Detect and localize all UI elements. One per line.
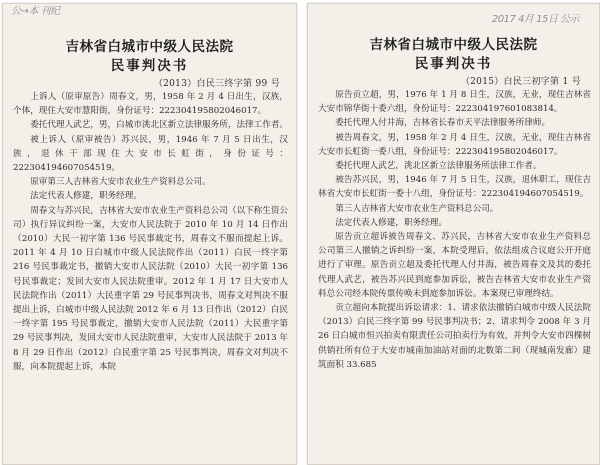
- paragraph: 原告贡立超，男，1976 年 1 月 8 日生，汉族，无业，现住吉林省大安市锦华街十委六组，身份证号：222304197601083814。: [318, 90, 591, 115]
- case-number: （2015）白民三初字第 1 号: [460, 77, 581, 87]
- handwritten-note: 公→本 刊纪: [11, 6, 60, 17]
- paragraph: 上诉人（原审原告）周春文，男，1958 年 2 月 4 日出生，汉族，个体，现住大安市慧阳街，身份证号：222304195802046017。: [13, 92, 288, 117]
- paragraph: 第三人吉林省大安市农业生产资料总公司。: [335, 203, 499, 214]
- court-name: 吉林省白城市中级人民法院: [369, 37, 538, 53]
- left-judgment-page: [2, 3, 297, 465]
- paragraph: 委托代理人武艺，洮北区新立法律服务所法律工作者。: [335, 161, 542, 172]
- court-name: 吉林省白城市中级人民法院: [65, 39, 234, 55]
- paragraph: 委托代理人付井海，吉林省长春市天平法律服务所律师。: [335, 118, 551, 129]
- judgment-body: [13, 90, 288, 374]
- document-type: 民事判决书: [110, 58, 189, 74]
- document-type: 民事判决书: [414, 56, 493, 72]
- paragraph: 贡立超向本院提出诉讼请求：1、请求依法撤销白城市中级人民法院（2013）白民三终字第 99 号民事判决书；2、请求判令 2008 年 3 月 26 日白城市恒兴拍卖有限责任公司拍卖行为有效，并判令大安市四棵树供销社所有位于大安市城南加油站对面的北数第二间（现城南发廊）建筑面积 33.685: [318, 303, 591, 370]
- paragraph: 法定代表人修建，职务经理。: [335, 217, 447, 228]
- paragraph: 被告周春文，男，1958 年 2 月 4 日生，汉族，无业，现住吉林省大安市长虹街一委八组，身份证号：222304195802046017。: [318, 132, 591, 157]
- paragraph: 法定代表人修建，职务经理。: [30, 191, 142, 202]
- paragraph: 原审第三人吉林省大安市农业生产资料总公司。: [30, 177, 211, 188]
- paragraph: 周春文与苏兴民，吉林省大安市农业生产资料总公司（以下称生资公司）执行异议纠纷一案，大安市人民法院于 2010 年 10 月 14 日作出（2010）大民一初字第 136 号民事裁定书，周春文不服而提起上诉。2011 年 4 月 10 日白城市中级人民法院作出（2011）白民一终字第 216 号民事裁定书，撤销大安市人民法院（2010）大民一初字第 136 号民事裁定；发回大安市人民法院重审。2012 年 1 月 17 日大安市人民法院作出（2011）大民重字第 29 号民事判决书，周春文对判决不服提出上诉，白城市中级人民法院 2012 年 6 月 13 日作出（2012）白民一终字第 195 号民事裁定，撤销大安市人民法院（2011）大民重字第 29 号民事判决，发回大安市人民法院重审，大安市人民法院于 2013 年 8 月 29 日作出（2012）白民重字第 25 号民事判决，周春文对判决不服，向本院提起上诉，本院: [13, 205, 289, 372]
- paragraph: 被告苏兴民，男，1946 年 7 月 5 日生，汉族，退休职工，现住吉林省大安市长虹街一委十八组，身份证号：222304194607054519。: [318, 175, 591, 200]
- judgment-body: [318, 88, 591, 372]
- handwritten-note: 2017 4月 15日 公示: [491, 14, 579, 25]
- paragraph: 委托代理人武艺，男，白城市洮北区新立法律服务所，法律工作者。: [30, 120, 289, 131]
- paragraph: 被上诉人（原审被告）苏兴民，男，1946 年 7 月 5 日出生，汉族，退休干部现住大安市长虹街，身份证号：222304194607054519。: [13, 134, 288, 174]
- paragraph: 原告贡立超诉被告周春文、苏兴民，吉林省大安市农业生产资料总公司第三人撤销之诉纠纷一案，本院受理后，依法组成合议庭公开开庭进行了审理。原告贡立超及委托代理人付井海，被告周春文及其的委托代理人武艺，被告苏兴民到庭参加诉讼，被告吉林省大安市农业生产资料总公司经本院传票传唤未到庭参加诉讼。本案现已审理终结。: [318, 232, 591, 299]
- case-number: （2013）白民三终字第 99 号: [153, 79, 280, 89]
- right-judgment-page: [307, 3, 600, 465]
